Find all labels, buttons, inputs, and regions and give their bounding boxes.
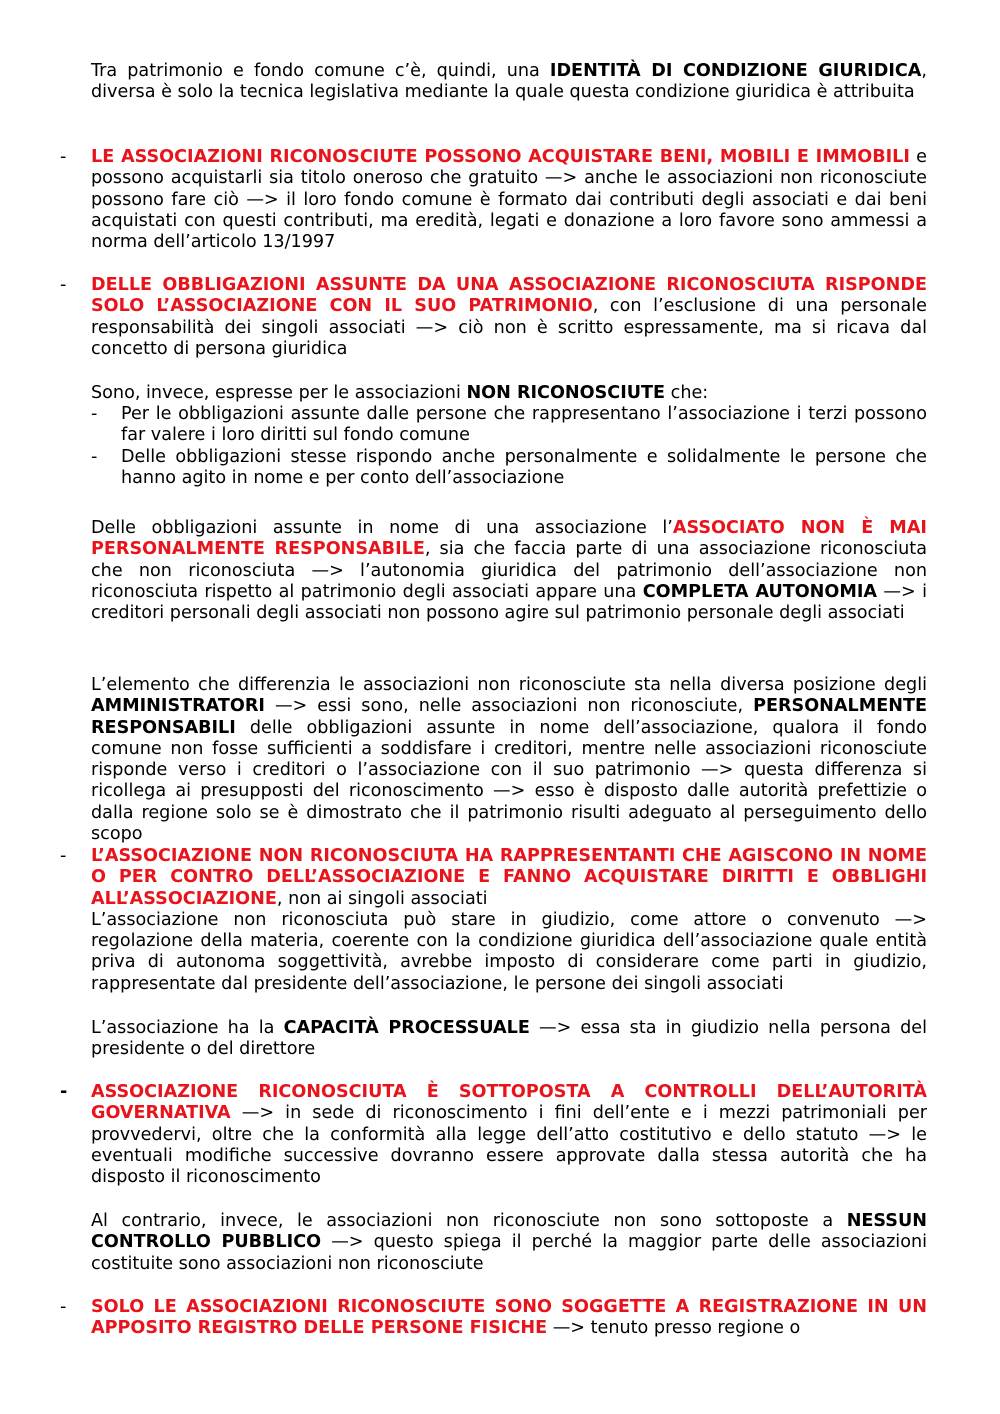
bold-text: NON RICONOSCIUTE <box>466 383 666 403</box>
sub-list-item: - Per le obbligazioni assunte dalle persone che rappresentano l’associazione i terzi possono far valere i loro diritti sul fondo comune <box>91 404 927 446</box>
bold-text: AMMINISTRATORI <box>91 696 265 717</box>
bullet-dash: - <box>60 147 67 167</box>
red-heading: DELLE OBBLIGAZIONI ASSUNTE DA UNA ASSOCIAZIONE RICONOSCIUTA RISPONDE SOLO L’ASSOCIAZIONE CON IL SUO PATRIMONIO <box>91 275 927 317</box>
bullet-dash: - <box>60 1297 67 1317</box>
bullet-dash: - <box>60 846 67 866</box>
red-heading: ASSOCIAZIONE RICONOSCIUTA È SOTTOPOSTA A CONTROLLI DELL’AUTORITÀ GOVERNATIVA <box>91 1082 927 1124</box>
paragraph-associato-responsabile: Delle obbligazioni assunte in nome di una associazione l’ASSOCIATO NON È MAI PERSONALMENTE RESPONSABILE, sia che faccia parte di una associazione riconosciuta che non riconosciuta —> l’autonomia giuridica del patrimonio dell’associazione non riconosciuta rispetto al patrimonio degli associati appare una COMPLETA AUTONOMIA —> i creditori personali degli associati non possono agire sul patrimonio personale degli associati <box>91 518 927 624</box>
paragraph-giudizio: L’associazione non riconosciuta può stare in giudizio, come attore o convenuto —> regolazione della materia, coerente con la condizione giuridica dell’associazione quale entità priva di autonoma soggettività, avrebbe imposto di considerare come parti in giudizio, rappresentate dal presidente dell’associazione, le persone dei singoli associati <box>91 909 927 994</box>
paragraph-capacita-processuale: L’associazione ha la CAPACITÀ PROCESSUALE —> essa sta in giudizio nella persona del presidente o del direttore <box>91 1018 928 1060</box>
paragraph-controllo-pubblico: Al contrario, invece, le associazioni non riconosciute non sono sottoposte a NESSUN CONTROLLO PUBBLICO —> questo spiega il perché la maggior parte delle associazioni costituite sono associazioni non riconosciute <box>91 1211 927 1274</box>
list-item-acquisto-beni: - LE ASSOCIAZIONI RICONOSCIUTE POSSONO ACQUISTARE BENI, MOBILI E IMMOBILI e possono acquistarli sia titolo oneroso che gratuito —> anche le associazioni non riconosciute possono fare ciò —> il loro fondo comune è formato dai contributi degli associati e dai beni acquistati con questi contributi, ma eredità, legati e donazione a loro favore sono ammessi a norma dell’articolo 13/1997 <box>60 147 927 253</box>
bullet-dash: - <box>60 275 67 295</box>
red-heading: LE ASSOCIAZIONI RICONOSCIUTE POSSONO ACQUISTARE BENI, MOBILI E IMMOBILI <box>91 147 910 167</box>
red-text: ASSOCIATO NON È MAI PERSONALMENTE RESPONSABILE <box>91 518 927 560</box>
red-heading: SOLO LE ASSOCIAZIONI RICONOSCIUTE SONO SOGGETTE A REGISTRAZIONE IN UN APPOSITO REGISTRO DELLE PERSONE FISICHE <box>91 1297 927 1339</box>
list-item-registrazione: - SOLO LE ASSOCIAZIONI RICONOSCIUTE SONO SOGGETTE A REGISTRAZIONE IN UN APPOSITO REGISTRO DELLE PERSONE FISICHE —> tenuto presso regione o <box>60 1297 927 1339</box>
list-item-rappresentanti: - L’ASSOCIAZIONE NON RICONOSCIUTA HA RAPPRESENTANTI CHE AGISCONO IN NOME O PER CONTRO DELL’ASSOCIAZIONE E FANNO ACQUISTARE DIRITTI E OBBLIGHI ALL’ASSOCIAZIONE, non ai singoli associati L’associazione non riconosciuta può stare in giudizio, come attore o convenuto —> regolazione della materia, coerente con la condizione giuridica dell’associazione quale entità priva di autonoma soggettività, avrebbe imposto di considerare come parti in giudizio, rappresentate dal presidente dell’associazione, le persone dei singoli associati <box>60 846 927 994</box>
bullet-dash: - <box>60 1082 68 1102</box>
bold-text: NESSUN CONTROLLO PUBBLICO <box>91 1211 927 1253</box>
red-heading: L’ASSOCIAZIONE NON RICONOSCIUTA HA RAPPRESENTANTI CHE AGISCONO IN NOME O PER CONTRO DELL’ASSOCIAZIONE E FANNO ACQUISTARE DIRITTI E OBBLIGHI ALL’ASSOCIAZIONE <box>91 846 927 909</box>
paragraph-amministratori: L’elemento che differenzia le associazioni non riconosciute sta nella diversa posizione degli AMMINISTRATORI —> essi sono, nelle associazioni non riconosciute, PERSONALMENTE RESPONSABILI delle obbligazioni assunte in nome dell’associazione, qualora il fondo comune non fosse sufficienti a soddisfare i creditori, mentre nelle associazioni riconosciute risponde verso i creditori o l’associazione con il suo patrimonio —> questa differenza si ricollega ai presupposti del riconoscimento —> esso è disposto dalle autorità prefettizie o dalla regione solo se è dimostrato che il patrimonio risulti adeguato al perseguimento dello scopo <box>91 675 927 845</box>
bold-text: COMPLETA AUTONOMIA <box>642 581 878 602</box>
bold-text: IDENTITÀ DI CONDIZIONE GIURIDICA <box>549 61 922 81</box>
list-item-obbligazioni: - DELLE OBBLIGAZIONI ASSUNTE DA UNA ASSOCIAZIONE RICONOSCIUTA RISPONDE SOLO L’ASSOCIAZIONE CON IL SUO PATRIMONIO, con l’esclusione di una personale responsabilità dei singoli associati —> ciò non è scritto espressamente, ma si ricava dal concetto di persona giuridica <box>60 275 928 359</box>
paragraph-non-riconosciute: Sono, invece, espresse per le associazioni NON RICONOSCIUTE che: <box>91 383 709 403</box>
paragraph-identita: Tra patrimonio e fondo comune c’è, quindi, una IDENTITÀ DI CONDIZIONE GIURIDICA, diversa è solo la tecnica legislativa mediante la quale questa condizione giuridica è attribuita <box>91 61 927 103</box>
bold-text: PERSONALMENTE RESPONSABILI <box>91 696 927 738</box>
list-item-controlli: - ASSOCIAZIONE RICONOSCIUTA È SOTTOPOSTA A CONTROLLI DELL’AUTORITÀ GOVERNATIVA —> in sede di riconoscimento i fini dell’ente e i mezzi patrimoniali per provvedervi, oltre che la conformità alla legge dell’atto costitutivo e dello statuto —> le eventuali modifiche successive dovranno essere approvate dalla stessa autorità che ha disposto il riconoscimento <box>60 1082 927 1188</box>
bold-text: CAPACITÀ PROCESSUALE <box>283 1018 530 1038</box>
sub-list-item: - Delle obbligazioni stesse rispondo anche personalmente e solidalmente le persone che hanno agito in nome e per conto dell’associazione <box>91 447 927 489</box>
bullet-dash: - <box>91 447 98 467</box>
bullet-dash: - <box>91 404 98 424</box>
